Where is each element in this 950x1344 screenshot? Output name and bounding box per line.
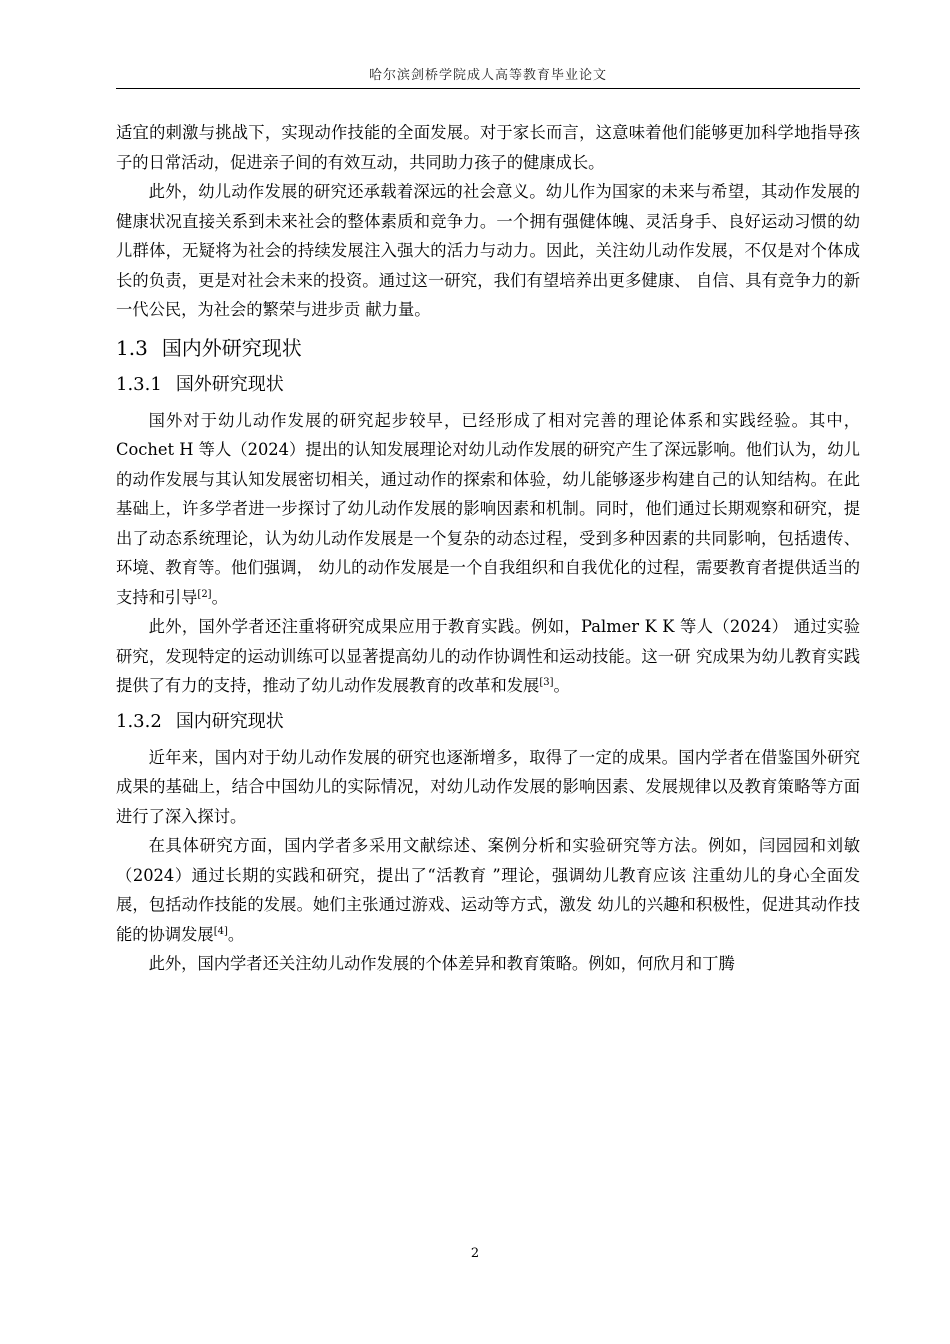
subsection-title: 国内研究现状 — [175, 710, 284, 732]
paragraph-continuation: 适宜的刺激与挑战下，实现动作技能的全面发展。对于家长而言，这意味着他们能够更加科学地指导孩子的日常活动，促进亲子间的有效互动，共同助力孩子的健康成长。 — [116, 123, 860, 172]
section-number: 1.3 — [116, 335, 148, 360]
paragraph-domestic-methods — [116, 831, 860, 949]
page-number: 2 — [470, 1246, 480, 1261]
paragraph-domestic-individual-differences: 此外，国内学者还关注幼儿动作发展的个体差异和教育策略。例如，何欣月和丁腾 — [148, 954, 735, 973]
paragraph-end: 。 — [211, 587, 228, 607]
paragraph-social-significance: 此外，幼儿动作发展的研究还承载着深远的社会意义。幼儿作为国家的未来与希望，其动作发展的健康状况直接关系到未来社会的整体素质和竞争力。一个拥有强健体魄、灵活身手、良好运动习惯的幼儿群体，无疑将为社会的持续发展注入强大的活力与动力。因此，关注幼儿动作发展，不仅是对个体成长的负责，更是对社会未来的投资。通过这一研究，我们有望培养出更多健康、 自信、具有竞争力的新一代公民，为社会的繁荣与进步贡 献力量。 — [116, 182, 860, 319]
paragraph-text: 此外，国外学者还注重将研究成果应用于教育实践。例如，Palmer K K 等人（2024） 通过实验研究，发现特定的运动训练可以显著提高幼儿的动作协调性和运动技能。这一研 究成果为幼儿教育实践提供了有力的支持，推动了幼儿动作发展教育的改革和发展 — [116, 617, 860, 695]
paragraph-text: 在具体研究方面，国内学者多采用文献综述、案例分析和实验研究等方法。例如，闫园园和刘敏（2024）通过长期的实践和研究，提出了“活教育 ”理论，强调幼儿教育应该 注重幼儿的身心全面发展，包括动作技能的发展。她们主张通过游戏、运动等方式，激发 幼儿的兴趣和积极性，促进其动作技能的协调发展 — [116, 836, 860, 944]
paragraph-end: 。 — [227, 924, 245, 944]
citation-ref-4: [4] — [213, 925, 228, 937]
paragraph-text: 国外对于幼儿动作发展的研究起步较早，已经形成了相对完善的理论体系和实践经验。其中，Cochet H 等人（2024）提出的认知发展理论对幼儿动作发展的研究产生了深远影响。他们认为，幼儿的动作发展与其认知发展密切相关，通过动作的探索和体验，幼儿能够逐步构建自己的认知结构。在此基础上，许多学者进一步探讨了幼儿动作发展的影响因素和机制。同时，他们通过长期观察和研究，提出了动态系统理论，认为幼儿动作发展是一个复杂的动态过程，受到多种因素的共同影响，包括遗传、环境、教育等。他们强调， 幼儿的动作发展是一个自我组织和自我优化的过程，需要教育者提供适当的支持和引导 — [116, 410, 860, 607]
paragraph-end: 。 — [553, 676, 570, 695]
citation-ref-2: [2] — [197, 588, 212, 600]
subsection-heading-1-3-2 — [116, 709, 860, 735]
citation-ref-3: [3] — [539, 677, 554, 688]
running-header: 哈尔滨剑桥学院成人高等教育毕业论文 — [368, 68, 607, 83]
paragraph-domestic-overview: 近年来，国内对于幼儿动作发展的研究也逐渐增多，取得了一定的成果。国内学者在借鉴国外研究成果的基础上，结合中国幼儿的实际情况，对幼儿动作发展的影响因素、发展规律以及教育策略等方面进行了深入探讨。 — [116, 747, 860, 826]
subsection-number: 1.3.2 — [116, 710, 162, 732]
subsection-number: 1.3.1 — [116, 373, 162, 395]
paragraph-foreign-research — [116, 406, 860, 613]
section-heading-1-3 — [116, 334, 860, 362]
header-divider — [116, 88, 860, 89]
paragraph-foreign-practice — [116, 612, 860, 701]
subsection-heading-1-3-1 — [116, 372, 860, 398]
subsection-title: 国外研究现状 — [175, 373, 284, 395]
main-content — [116, 118, 860, 979]
section-title: 国内外研究现状 — [161, 335, 302, 360]
